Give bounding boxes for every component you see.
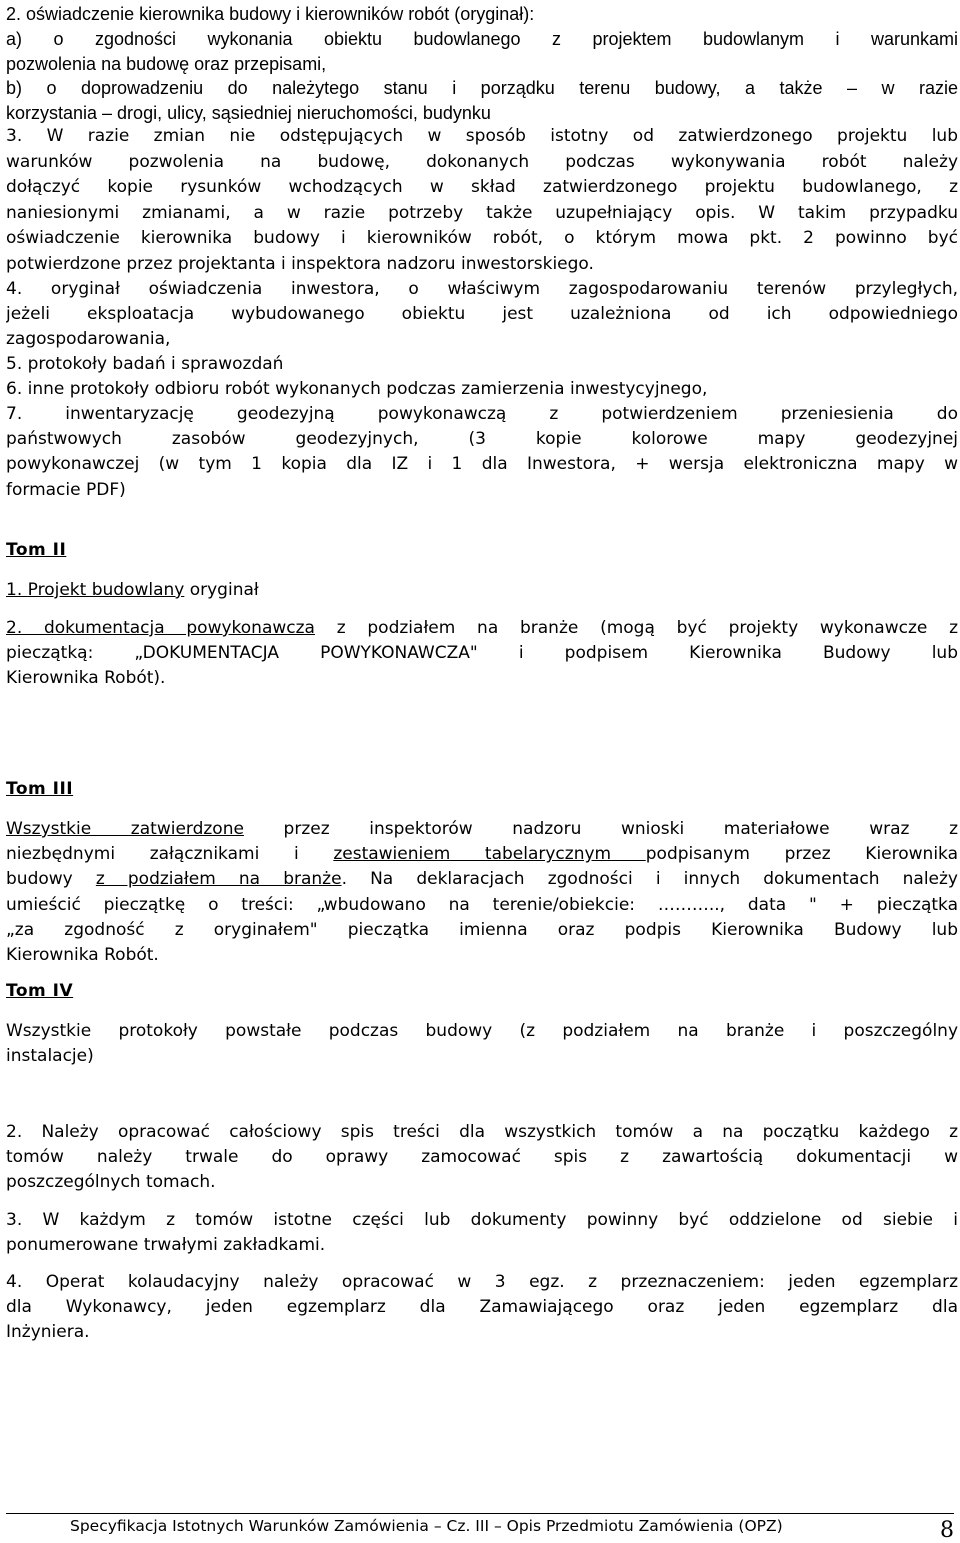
tom-4-heading: Tom IV (6, 981, 74, 1001)
paragraph-line: państwowych zasobów geodezyjnych, (3 kopie kolorowe mapy geodezyjnej (6, 429, 958, 450)
tom-3-heading-wrap (6, 779, 73, 799)
paragraph-line: jeżeli eksploatacja wybudowanego obiektu jest uzależniona od ich odpowiedniego (6, 304, 958, 325)
paragraph-line: Kierownika Robót. (6, 945, 159, 966)
tom-3-paragraph (6, 817, 958, 968)
paragraph-line: instalacje) (6, 1046, 94, 1067)
paragraph-line: poszczególnych tomach. (6, 1172, 216, 1193)
paragraph-4 (6, 1270, 958, 1346)
items-5-6 (6, 352, 958, 402)
paragraph-line: 2. Należy opracować całościowy spis treści dla wszystkich tomów a na początku każdego z (6, 1122, 958, 1142)
paragraph-2 (6, 1120, 958, 1196)
tom-2-item-1 (6, 578, 958, 603)
item-text: oryginał (184, 580, 259, 600)
paragraph-text: budowy (6, 869, 96, 890)
paragraph-line: 7. inwentaryzację geodezyjną powykonawczą z potwierdzeniem przeniesienia do (6, 404, 958, 424)
paragraph-line: Kierownika Robót). (6, 668, 166, 689)
paragraph-line: oświadczenie kierownika budowy i kierowników robót, o którym mowa pkt. 2 powinno być (6, 228, 958, 249)
paragraph-line: naniesionymi zmianami, a w razie potrzeby także uzupełniający opis. W takim przypadku (6, 202, 958, 223)
paragraph-3 (6, 1208, 958, 1258)
statement-line: korzystania – drogi, ulicy, sąsiedniej nieruchomości, budynku (6, 103, 491, 124)
item-4-paragraph (6, 277, 958, 353)
footer-text: Specyfikacja Istotnych Warunków Zamówienia – Cz. III – Opis Przedmiotu Zamówienia (OPZ) (70, 1517, 783, 1535)
paragraph-line: „za zgodność z oryginałem" pieczątka imienna oraz podpis Kierownika Budowy lub (6, 919, 958, 940)
paragraph-line: powykonawczej (w tym 1 kopia dla IZ i 1 dla Inwestora, + wersja elektroniczna mapy w (6, 454, 958, 475)
paragraph-line: potwierdzone przez projektanta i inspektora nadzoru inwestorskiego. (6, 253, 594, 274)
tom-2-heading: Tom II (6, 540, 67, 560)
page-number: 8 (940, 1518, 954, 1543)
item-7-paragraph (6, 402, 958, 503)
paragraph-line: dołączyć kopie rysunków wchodzących w skład zatwierdzonego projektu budowlanego, z (6, 177, 958, 198)
paragraph-text: niezbędnymi załącznikami i (6, 844, 334, 865)
underlined-text: Wszystkie zatwierdzone (6, 819, 244, 839)
paragraph-line: Wszystkie protokoły powstałe podczas budowy (z podziałem na branże i poszczególny (6, 1021, 958, 1041)
projekt-budowlany-link[interactable]: Projekt budowlany (27, 580, 185, 600)
paragraph-line: 3. W razie zmian nie odstępujących w sposób istotny od zatwierdzonego projektu lub (6, 126, 958, 146)
paragraph-text: podpisanym przez Kierownika (645, 844, 958, 865)
statement-line: b) o doprowadzeniu do należytego stanu i porządku terenu budowy, a także – w razie (6, 78, 958, 99)
underlined-text: zestawieniem tabelarycznym (333, 844, 646, 865)
statement-line: pozwolenia na budowę oraz przepisami, (6, 53, 327, 74)
tom-2-heading-wrap (6, 540, 66, 560)
item-number: 1. (6, 580, 28, 600)
tom-2-item-2 (6, 616, 958, 692)
tom-4-paragraph (6, 1019, 958, 1069)
item-6: 6. inne protokoły odbioru robót wykonanych podczas zamierzenia inwestycyjnego, (6, 379, 708, 400)
paragraph-line: zagospodarowania, (6, 329, 171, 350)
item-5: 5. protokoły badań i sprawozdań (6, 354, 284, 374)
paragraph-line: pieczątką: „DOKUMENTACJA POWYKONAWCZA" i podpisem Kierownika Budowy lub (6, 643, 958, 664)
statement-line: 2. oświadczenie kierownika budowy i kierowników robót (oryginał): (6, 4, 535, 24)
statement-section (6, 2, 958, 126)
underlined-text: z podziałem na branże (95, 869, 342, 890)
item-text: z podziałem na branże (mogą być projekty wykonawcze z (314, 618, 958, 638)
paragraph-line: warunków pozwolenia na budowę, dokonanych podczas wykonywania robót należy (6, 151, 958, 172)
footer-divider (6, 1513, 954, 1514)
paragraph-line: tomów należy trwale do oprawy zamocować spis z zawartością dokumentacji w (6, 1147, 958, 1168)
paragraph-line: formacie PDF) (6, 479, 126, 500)
item-number: 2. (6, 618, 44, 638)
paragraph-line: Inżyniera. (6, 1322, 90, 1343)
tom-4-heading-wrap (6, 981, 73, 1001)
paragraph-line: 3. W każdym z tomów istotne części lub dokumenty powinny być oddzielone od siebie i (6, 1210, 958, 1230)
item-3-paragraph (6, 124, 958, 278)
tom-3-heading: Tom III (6, 779, 74, 799)
paragraph-text: . Na deklaracjach zgodności i innych dokumentach należy (341, 869, 958, 890)
dokumentacja-powykonawcza-link[interactable]: dokumentacja powykonawcza (43, 618, 315, 638)
paragraph-line: 4. Operat kolaudacyjny należy opracować w 3 egz. z przeznaczeniem: jeden egzemplarz (6, 1272, 958, 1292)
paragraph-line: umieścić pieczątkę o treści: „wbudowano na terenie/obiekcie: ……….., data " + pieczątka (6, 894, 958, 915)
paragraph-text: przez inspektorów nadzoru wnioski materiałowe wraz z (243, 819, 958, 839)
paragraph-line: 4. oryginał oświadczenia inwestora, o właściwym zagospodarowaniu terenów przyległych, (6, 279, 958, 299)
statement-line: a) o zgodności wykonania obiektu budowlanego z projektem budowlanym i warunkami (6, 28, 958, 49)
paragraph-line: dla Wykonawcy, jeden egzemplarz dla Zamawiającego oraz jeden egzemplarz dla (6, 1297, 958, 1318)
paragraph-line: ponumerowane trwałymi zakładkami. (6, 1235, 326, 1256)
